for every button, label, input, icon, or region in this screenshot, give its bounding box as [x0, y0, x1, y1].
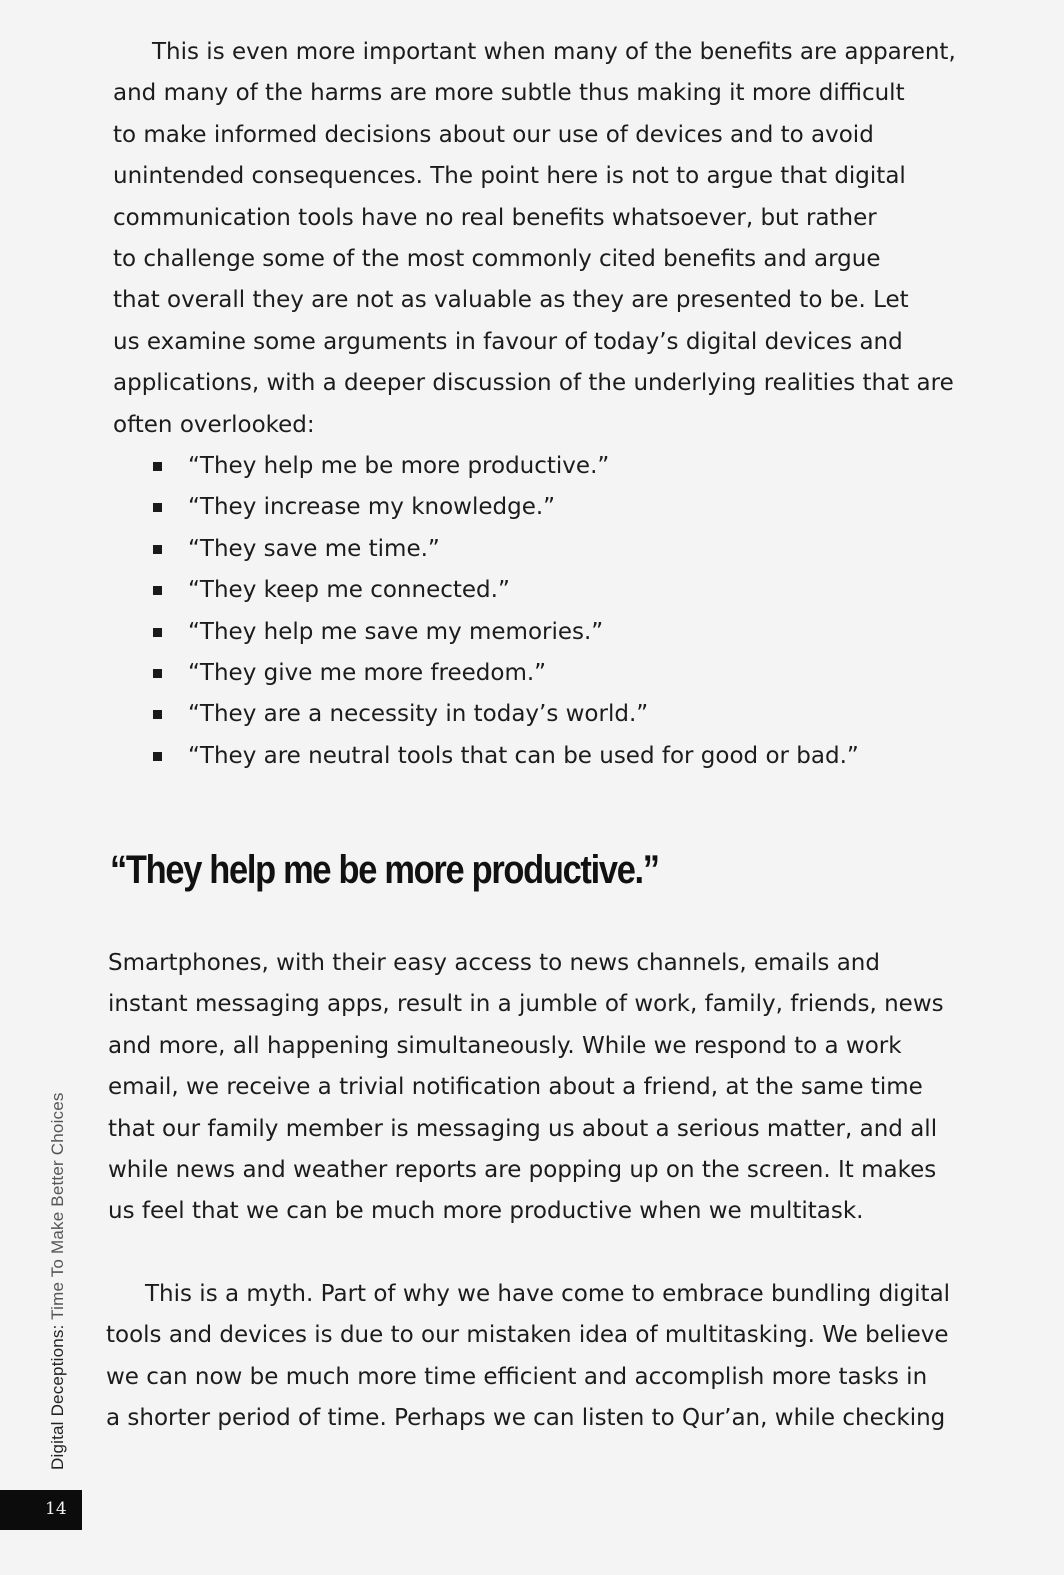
bullet-square-icon	[153, 586, 162, 595]
list-item-text: “They are neutral tools that can be used for good or bad.”	[188, 742, 859, 769]
intro-paragraph	[113, 32, 956, 446]
text-line: often overlooked:	[113, 411, 315, 438]
bullet-square-icon	[153, 503, 162, 512]
list-item	[150, 570, 859, 611]
list-item	[150, 612, 859, 653]
body-paragraph-2	[106, 1274, 950, 1440]
text-line: This is even more important when many of the benefits are apparent,	[152, 39, 956, 65]
book-subtitle: Time To Make Better Choices	[48, 1092, 67, 1320]
text-line: we can now be much more time efficient and accomplish more tasks in	[106, 1363, 928, 1390]
list-item-text: “They help me save my memories.”	[188, 618, 604, 645]
text-line: and many of the harms are more subtle thus making it more difficult	[113, 80, 905, 107]
list-item-text: “They increase my knowledge.”	[188, 494, 556, 521]
list-item	[150, 487, 859, 528]
text-line: that overall they are not as valuable as they are presented to be. Let	[113, 287, 909, 314]
bullet-square-icon	[153, 545, 162, 554]
text-line: applications, with a deeper discussion of the underlying realities that are	[113, 370, 954, 397]
bullet-square-icon	[153, 710, 162, 719]
text-line: that our family member is messaging us about a serious matter, and all	[108, 1115, 938, 1142]
text-line: and more, all happening simultaneously. While we respond to a work	[108, 1032, 902, 1059]
bullet-square-icon	[153, 752, 162, 761]
text-line: This is a myth. Part of why we have come to embrace bundling digital	[145, 1281, 951, 1307]
list-item	[150, 653, 859, 694]
text-line: us examine some arguments in favour of today’s digital devices and	[113, 328, 903, 355]
section-heading: “They help me be more productive.”	[110, 848, 659, 892]
bullet-square-icon	[153, 462, 162, 471]
list-item-text: “They help me be more productive.”	[188, 453, 610, 479]
list-item-text: “They save me time.”	[188, 535, 440, 562]
text-line: email, we receive a trivial notification about a friend, at the same time	[108, 1074, 923, 1101]
text-line: to make informed decisions about our use of devices and to avoid	[113, 121, 874, 148]
page-number: 14	[45, 1499, 67, 1519]
text-line: to challenge some of the most commonly cited benefits and argue	[113, 246, 881, 273]
bullet-square-icon	[153, 628, 162, 637]
list-item	[150, 694, 859, 735]
list-item-text: “They keep me connected.”	[188, 577, 510, 604]
list-item	[150, 529, 859, 570]
running-head	[48, 1092, 68, 1470]
text-line: instant messaging apps, result in a jumble of work, family, friends, news	[108, 991, 944, 1018]
text-line: us feel that we can be much more productive when we multitask.	[108, 1198, 864, 1225]
text-line: while news and weather reports are popping up on the screen. It makes	[108, 1157, 937, 1184]
text-line: unintended consequences. The point here is not to argue that digital	[113, 163, 906, 190]
argument-list	[150, 446, 859, 777]
book-title: Digital Deceptions:	[48, 1324, 67, 1470]
list-item-text: “They are a necessity in today’s world.”	[188, 701, 649, 728]
bullet-square-icon	[153, 669, 162, 678]
text-line: communication tools have no real benefits whatsoever, but rather	[113, 204, 877, 231]
text-line: Smartphones, with their easy access to news channels, emails and	[108, 950, 880, 976]
text-line: tools and devices is due to our mistaken idea of multitasking. We believe	[106, 1322, 949, 1349]
list-item	[150, 446, 859, 487]
page-number-badge	[0, 1490, 82, 1530]
text-line: a shorter period of time. Perhaps we can listen to Qur’an, while checking	[106, 1405, 946, 1432]
body-paragraph-1	[108, 943, 944, 1233]
list-item	[150, 736, 859, 777]
list-item-text: “They give me more freedom.”	[188, 660, 547, 687]
